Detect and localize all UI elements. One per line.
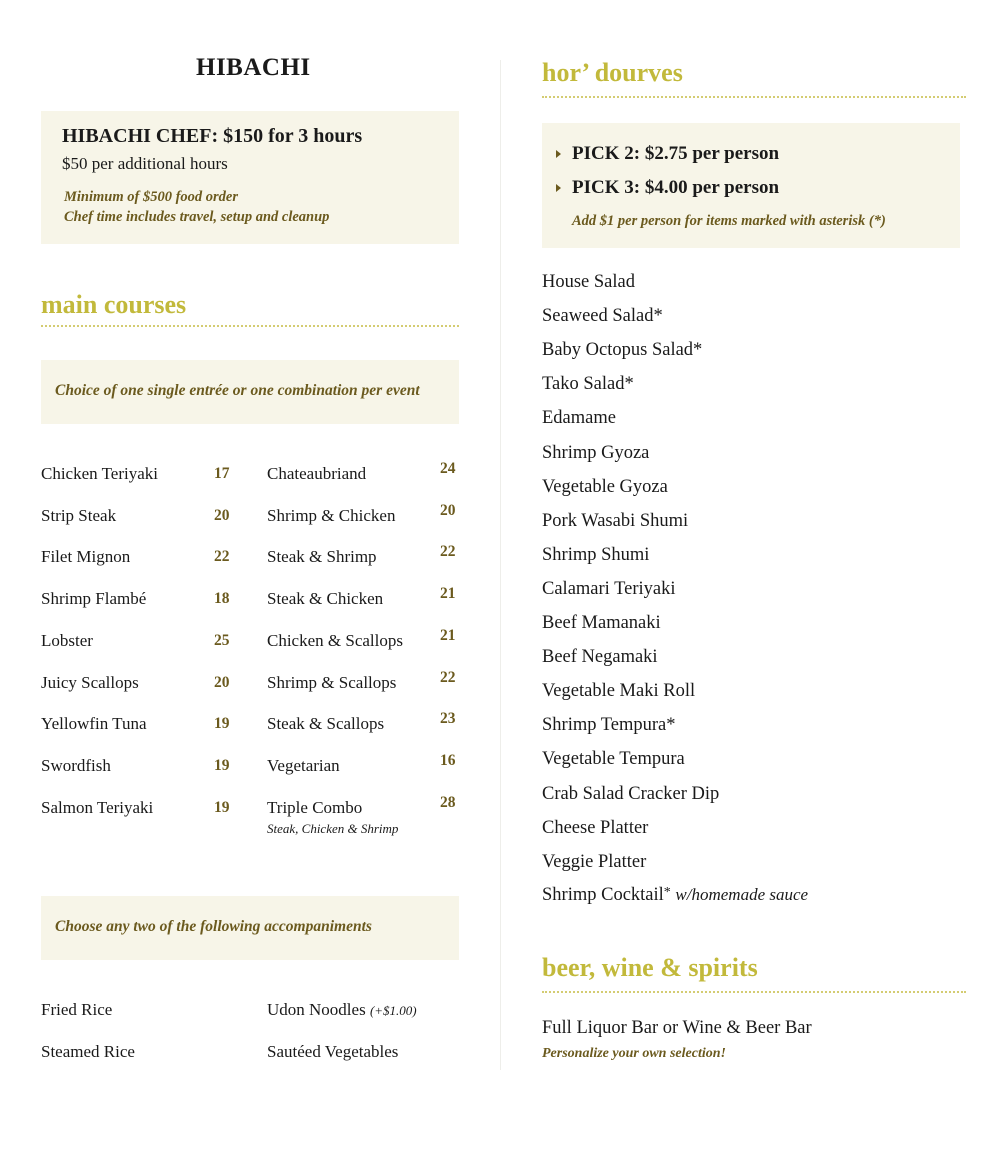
main-item-left-price: 20 (214, 673, 230, 691)
chef-note-time: Chef time includes travel, setup and cleanup (64, 209, 330, 225)
main-item-left: Chicken Teriyaki (41, 464, 158, 483)
caret-icon (556, 184, 561, 192)
hors-item: Edamame (542, 408, 616, 429)
main-item-left-price: 18 (214, 590, 230, 608)
accomp-fried-rice: Fried Rice (41, 1000, 113, 1019)
main-item-right-price: 16 (440, 751, 456, 769)
hors-dotted-rule (542, 96, 966, 98)
accomp-steamed-rice: Steamed Rice (41, 1042, 135, 1061)
accomp-udon-label: Udon Noodles (267, 1000, 366, 1019)
accomp-udon (267, 1000, 417, 1020)
main-item-right: Shrimp & Scallops (267, 672, 397, 692)
beer-dotted-rule (542, 991, 966, 993)
column-divider (500, 60, 501, 1070)
main-item-right: Chicken & Scallops (267, 630, 403, 650)
main-item-right-price: 21 (440, 585, 456, 603)
main-item-left-price: 17 (214, 465, 230, 482)
hors-item: Shrimp Shumi (542, 544, 650, 565)
main-item-left: Yellowfin Tuna (41, 714, 147, 734)
main-item-right: Chateaubriand (267, 464, 367, 483)
hors-heading: hor’ dourves (542, 58, 683, 87)
main-item-right-price: 23 (440, 710, 456, 728)
pick-2: PICK 2: $2.75 per person (572, 143, 780, 164)
main-item-left-price: 25 (214, 631, 230, 649)
hibachi-chef-box (41, 111, 459, 244)
main-item-right-price: 28 (440, 793, 456, 811)
main-item-right: Steak & Chicken (267, 589, 384, 609)
shrimp-cocktail-label: Shrimp Cocktail (542, 885, 664, 905)
hors-item: Pork Wasabi Shumi (542, 510, 689, 531)
shrimp-cocktail-note: w/homemade sauce (675, 885, 809, 904)
main-item-left-price: 22 (214, 548, 230, 566)
accompaniments-note-box (41, 896, 459, 960)
hors-item: Vegetable Gyoza (542, 476, 668, 497)
main-item-right: Steak & Shrimp (267, 547, 377, 567)
main-item-right: Shrimp & Chicken (267, 505, 396, 525)
hors-item: Calamari Teriyaki (542, 578, 676, 599)
pick-note: Add $1 per person for items marked with asterisk (*) (572, 213, 886, 229)
main-item-right: Vegetarian (267, 755, 340, 775)
main-item-right-price: 22 (440, 668, 456, 686)
hors-item: Shrimp Gyoza (542, 442, 650, 463)
main-item-right-price: 24 (440, 460, 456, 477)
hors-item: Beef Negamaki (542, 647, 658, 668)
hibachi-title: HIBACHI (196, 54, 311, 81)
shrimp-cocktail-asterisk: * (663, 885, 671, 900)
beer-heading: beer, wine & spirits (542, 953, 758, 982)
hors-item: Seaweed Salad* (542, 306, 663, 327)
hors-item: Shrimp Tempura* (542, 715, 676, 736)
main-item-left: Lobster (41, 630, 93, 650)
main-item-left: Swordfish (41, 755, 111, 775)
main-item-right: Triple Combo (267, 797, 363, 817)
triple-combo-sub: Steak, Chicken & Shrimp (267, 821, 399, 836)
main-item-right: Steak & Scallops (267, 714, 385, 734)
hors-item: Vegetable Maki Roll (542, 681, 696, 702)
main-courses-dotted-rule (41, 325, 459, 327)
beer-note: Personalize your own selection! (542, 1046, 726, 1061)
main-item-left-price: 20 (214, 506, 230, 524)
chef-note-minimum: Minimum of $500 food order (64, 189, 239, 205)
hors-item: Baby Octopus Salad* (542, 340, 703, 361)
hors-item: Vegetable Tempura (542, 749, 685, 770)
hors-item: Crab Salad Cracker Dip (542, 783, 720, 804)
accomp-sauteed-vegetables: Sautéed Vegetables (267, 1042, 399, 1061)
chef-price-line: HIBACHI CHEF: $150 for 3 hours (62, 125, 363, 147)
hors-item: House Salad (542, 272, 635, 292)
main-item-left: Strip Steak (41, 505, 117, 525)
main-item-left: Shrimp Flambé (41, 589, 147, 609)
hors-item: Tako Salad* (542, 374, 634, 395)
hors-item: Beef Mamanaki (542, 613, 661, 633)
main-item-left: Filet Mignon (41, 547, 131, 567)
main-item-right-price: 20 (440, 501, 456, 519)
hors-item-shrimp-cocktail (542, 885, 808, 906)
accomp-udon-extra: (+$1.00) (369, 1003, 417, 1018)
main-courses-heading: main courses (41, 290, 187, 319)
beer-item: Full Liquor Bar or Wine & Beer Bar (542, 1018, 812, 1038)
main-item-right-price: 21 (440, 626, 456, 644)
main-item-left: Juicy Scallops (41, 672, 139, 692)
accompaniments-note: Choose any two of the following accompaniments (55, 918, 372, 935)
chef-additional-line: $50 per additional hours (62, 154, 228, 173)
main-item-left-price: 19 (214, 756, 230, 774)
main-item-left: Salmon Teriyaki (41, 797, 154, 817)
caret-icon (556, 150, 561, 158)
main-item-left-price: 19 (214, 715, 230, 733)
pick-box (542, 123, 960, 248)
choice-note-box (41, 360, 459, 424)
choice-note: Choice of one single entrée or one combination per event (55, 382, 420, 399)
main-item-right-price: 22 (440, 543, 456, 561)
hors-item: Cheese Platter (542, 817, 649, 838)
main-item-left-price: 19 (214, 798, 230, 816)
hors-item: Veggie Platter (542, 851, 647, 872)
pick-3: PICK 3: $4.00 per person (572, 177, 780, 198)
